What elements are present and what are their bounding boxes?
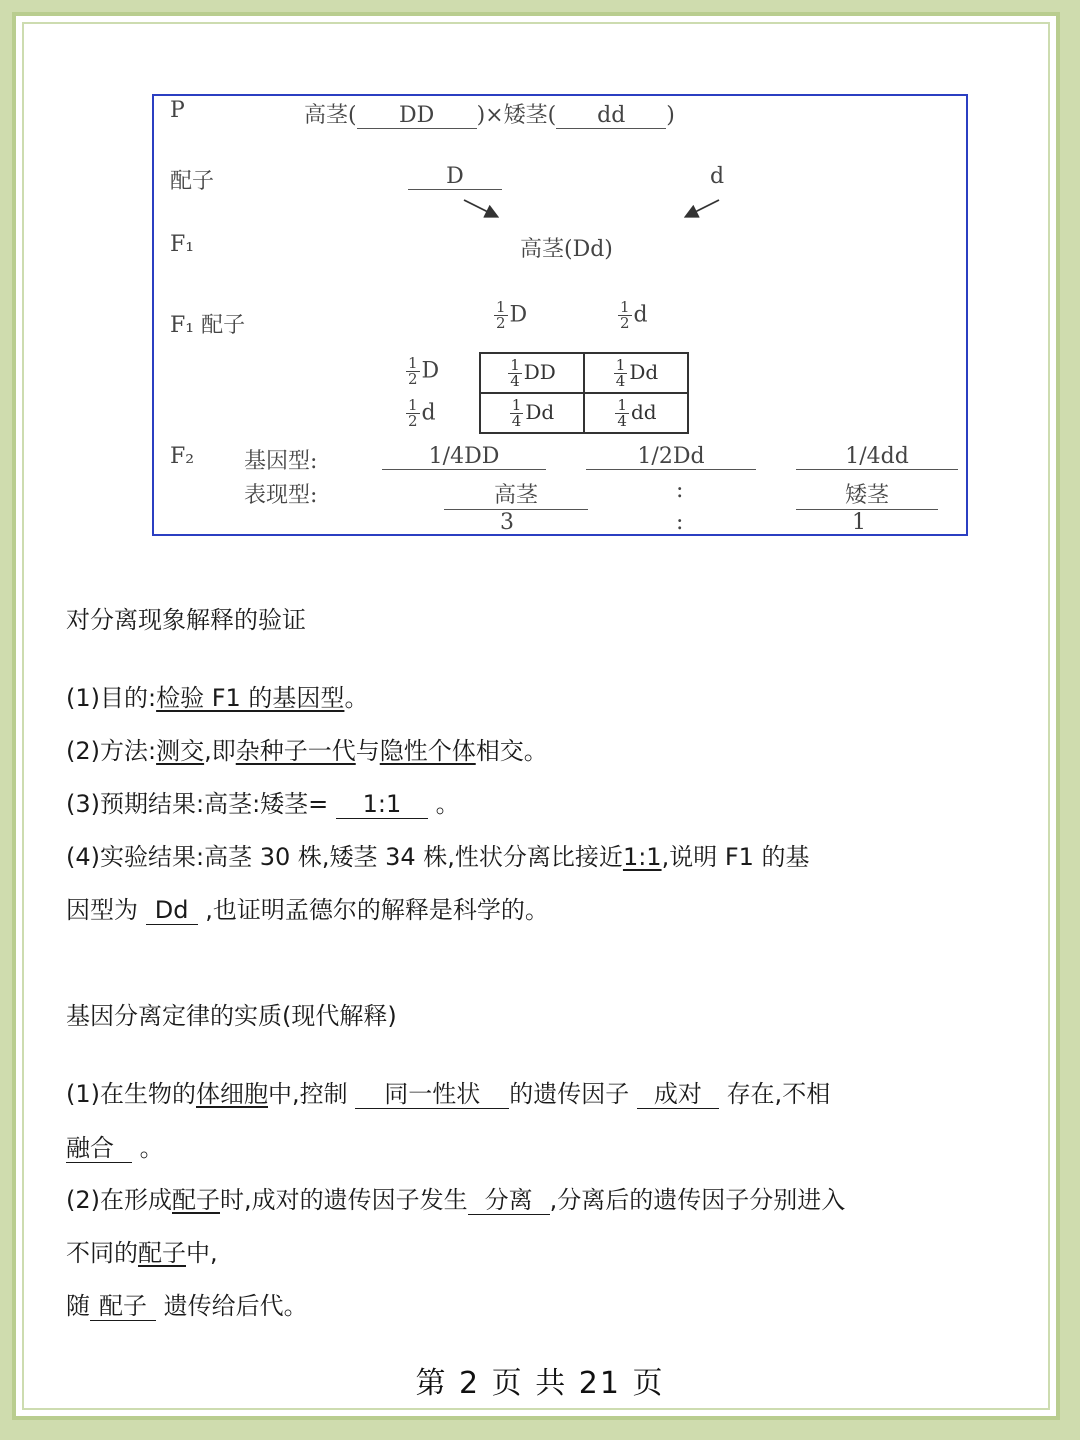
section2-title: 基因分离定律的实质(现代解释) — [66, 1002, 397, 1030]
answer: 配子 — [138, 1239, 186, 1267]
p-cross-text: )×矮茎( — [476, 103, 557, 128]
p-label: P — [170, 98, 185, 123]
section1-item1: (1)目的:检验 F1 的基因型。 — [66, 684, 369, 712]
answer: 杂种子一代 — [235, 737, 356, 765]
section1-item4-line2: 因型为 Dd ,也证明孟德尔的解释是科学的。 — [66, 896, 549, 924]
punnett-row — [480, 393, 688, 433]
row-gamete-d: $\frac{1}{2}$ d — [408, 396, 436, 430]
punnett-cell: $\frac{1}{4}$ DD — [480, 353, 584, 393]
f1-label: F₁ — [170, 232, 195, 257]
answer: 1:1 — [336, 790, 428, 819]
f1-gamete-label: F₁ 配子 — [170, 313, 246, 338]
answer: 同一性状 — [355, 1080, 509, 1109]
answer: 分离 — [468, 1186, 550, 1215]
p-tall-genotype: DD — [357, 103, 477, 129]
f2-label: F₂ — [170, 444, 195, 469]
section2-item2-line2: 不同的配子中, — [66, 1239, 218, 1267]
gamete-label: 配子 — [170, 169, 215, 194]
answer: 隐性个体 — [379, 737, 476, 765]
ratio-colon: : — [676, 510, 684, 535]
f1-value: 高茎(Dd) — [520, 237, 613, 262]
phenotype-colon: : — [676, 478, 684, 503]
gamete-d: d — [710, 164, 725, 189]
arrow-right-icon — [687, 200, 719, 216]
section1-item2: (2)方法:测交,即杂种子一代与隐性个体相交。 — [66, 737, 548, 765]
phenotype-short: 矮茎 — [796, 478, 938, 510]
punnett-cell: $\frac{1}{4}$ Dd — [584, 353, 688, 393]
section2-item1-line2: 融合 。 — [66, 1134, 164, 1162]
punnett-row — [480, 353, 688, 393]
genetics-diagram — [152, 94, 968, 536]
punnett-square — [479, 352, 689, 434]
answer: 配子 — [90, 1292, 156, 1321]
phenotype-label: 表现型: — [244, 483, 318, 508]
answer: 融合 — [66, 1134, 132, 1163]
ratio-short: 1 — [852, 510, 866, 535]
gamete-D: D — [408, 164, 502, 190]
genotype-DD: 1/4DD — [382, 444, 546, 470]
answer: 体细胞 — [196, 1080, 268, 1108]
genotype-Dd: 1/2Dd — [586, 444, 756, 470]
punnett-cell: $\frac{1}{4}$ dd — [584, 393, 688, 433]
p-close: ) — [666, 103, 675, 128]
p-short-genotype: dd — [556, 103, 666, 129]
answer: 配子 — [172, 1186, 220, 1214]
punnett-cell: $\frac{1}{4}$ Dd — [480, 393, 584, 433]
ratio-tall: 3 — [500, 510, 514, 535]
genotype-dd: 1/4dd — [796, 444, 958, 470]
section1-item3: (3)预期结果:高茎:矮茎= 1:1 。 — [66, 790, 460, 818]
arrow-left-icon — [464, 200, 496, 216]
fraction-half: $\frac{1}{2}$ — [496, 298, 506, 332]
answer: Dd — [146, 896, 198, 925]
genotype-label: 基因型: — [244, 449, 318, 474]
f1-gamete-half-d: $\frac{1}{2}$ d — [620, 298, 648, 332]
p-cross-line — [304, 98, 675, 129]
row-gamete-D: $\frac{1}{2}$ D — [408, 354, 440, 388]
section2-item2-line3: 随 配子 遗传给后代。 — [66, 1292, 308, 1320]
page-number: 第 2 页 共 21 页 — [415, 1366, 665, 1401]
phenotype-tall: 高茎 — [444, 478, 588, 510]
answer: 测交 — [156, 737, 205, 765]
section2-item2-line1: (2)在形成配子时,成对的遗传因子发生 分离 ,分离后的遗传因子分别进入 — [66, 1186, 846, 1214]
fraction-half: $\frac{1}{2}$ — [620, 298, 630, 332]
answer: 检验 F1 的基因型 — [156, 684, 345, 712]
f1-gamete-half-D: $\frac{1}{2}$ D — [496, 298, 528, 332]
section1-item4-line1: (4)实验结果:高茎 30 株,矮茎 34 株,性状分离比接近1:1,说明 F1 的基 — [66, 843, 810, 871]
answer: 成对 — [637, 1080, 719, 1109]
section1-title: 对分离现象解释的验证 — [66, 606, 306, 634]
section2-item1-line1: (1)在生物的体细胞中,控制 同一性状 的遗传因子 成对 存在,不相 — [66, 1080, 831, 1108]
answer: 1:1 — [622, 843, 662, 871]
p-tall-text: 高茎( — [304, 103, 357, 128]
